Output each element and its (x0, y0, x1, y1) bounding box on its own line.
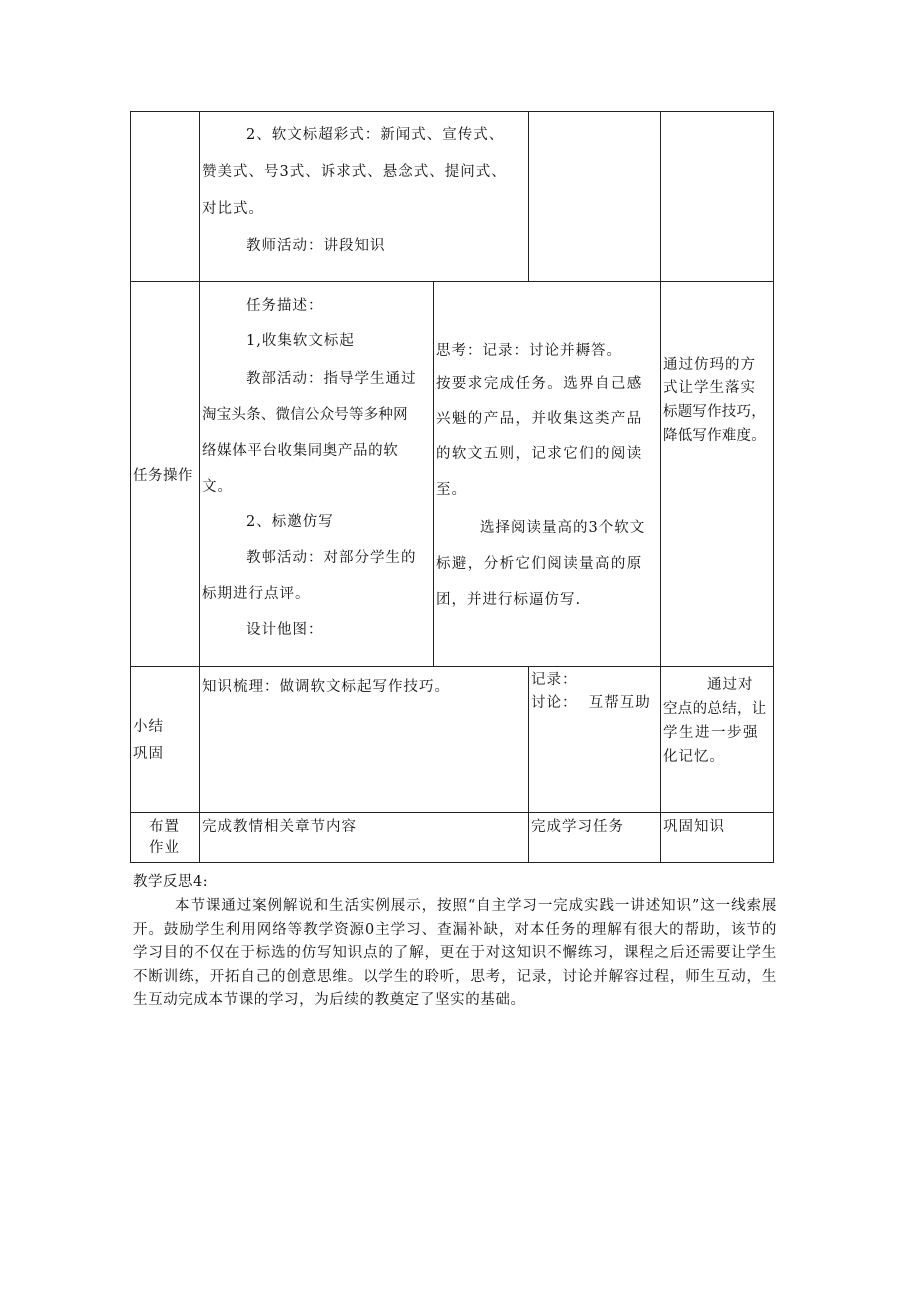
row2-teacher-line-8: 教邨活动：对部分学生的 (246, 550, 417, 566)
row4-label-line-1: 布置 (149, 819, 180, 835)
row2-teacher-line-6: 文。 (202, 479, 233, 495)
row2-teacher-line-2: 1,收集软文标起 (246, 333, 355, 349)
row3-student-line-2: 讨论： 互帮互助 (531, 695, 651, 711)
row2-student-line-6: 选择阅读量高的3个软文 (480, 520, 646, 536)
row2-teacher-line-1: 任务描述： (246, 298, 324, 314)
row2-student-line-2: 按要求完成任务。选界自己感 (436, 376, 643, 392)
row3-intent-line-1: 通过对 (707, 677, 754, 693)
row1-line-2: 赞美式、号3式、诉求式、悬念式、提问式、 (202, 164, 507, 180)
row3-student-line-1: 记录： (531, 672, 578, 688)
row-divider-3 (130, 812, 774, 813)
row1-line-3: 对比式。 (202, 201, 264, 217)
reflection-text: 本节课通过案例解说和生活实例展示，按照“自主学习一完成实践一讲述知识”这一线索展开。鼓励学生利用网络等教学资源0主学习、查漏补缺，对本任务的理解有很大的帮助，该节的学习目的不仅在于标选的仿写知识点的了解，更在于对这知识不懈练习，课程之后还需要让学生不断训练，开拓自己的创意思维。以学生的聆听，思考，记录，讨论并解容过程，师生互动，生生互动完成本节课的学习，为后续的教奠定了坚实的基础。 (133, 898, 777, 1008)
row2-student-line-7: 标避，分析它们阅读量高的原 (436, 556, 643, 572)
row3-intent-line-2: 空点的总结，让 (663, 701, 767, 717)
row2-student-line-8: 团，并进行标逼仿写. (436, 592, 582, 608)
row-divider-1 (130, 281, 774, 282)
row2-teacher-line-9: 标期进行点评。 (202, 586, 311, 602)
row2-student-line-5: 至。 (436, 482, 467, 498)
table-border-right (773, 111, 774, 863)
row2-teacher-line-7: 2、标邀仿写 (246, 514, 334, 530)
column-divider-label (199, 111, 200, 863)
row2-student-line-1: 思考：记录：讨论并耨答。 (436, 343, 622, 359)
table-border-left (130, 111, 131, 863)
table-border-bottom (130, 862, 774, 863)
row4-student: 完成学习任务 (531, 819, 624, 835)
row2-intent-line-2: 式让学生落实 (663, 380, 756, 396)
row4-label-line-2: 作业 (149, 840, 180, 856)
row3-intent-line-4: 化记忆。 (663, 749, 725, 765)
row2-teacher-line-10: 设计他图： (246, 622, 324, 638)
row3-intent-line-3: 学生进一步强 (663, 725, 759, 741)
column-divider-row1-student (528, 111, 529, 282)
row1-line-1: 2、软文标超彩式：新闻式、宣传式、 (246, 127, 505, 143)
reflection-title: 教学反思4: (133, 874, 209, 890)
row2-intent-line-3: 标题写作技巧， (663, 404, 766, 420)
row1-line-4: 教师活动：讲段知识 (246, 238, 386, 254)
row2-teacher-line-5: 络媒体平台收集同奥产品的软 (202, 443, 399, 459)
reflection-paragraph (133, 895, 777, 1013)
row2-intent-line-4: 降低写作难度。 (663, 428, 766, 444)
row2-student-line-4: 的软文五则，记求它们的阅读 (436, 446, 643, 462)
row3-teacher: 知识梳理：做调软文标起写作技巧。 (202, 679, 450, 695)
row2-student-line-3: 兴魁的产品，并收集这类产品 (436, 411, 643, 427)
row2-label: 任务操作 (133, 468, 193, 484)
column-divider-intent (660, 111, 661, 863)
row4-intent: 巩固知识 (663, 819, 725, 835)
row2-teacher-line-3: 教部活动：指导学生通过 (246, 371, 417, 387)
row4-teacher: 完成教情相关章节内容 (202, 819, 357, 835)
table-border-top (130, 111, 774, 112)
row2-teacher-line-4: 淘宝头条、微信公众号等多种网 (202, 407, 408, 423)
row3-label-line-2: 巩固 (133, 746, 164, 762)
column-divider-row34-student (528, 666, 529, 863)
row-divider-2 (130, 666, 774, 667)
column-divider-row2-student (433, 281, 434, 667)
row3-label-line-1: 小结 (133, 719, 164, 735)
row2-intent-line-1: 通过仿玛的方 (663, 357, 756, 373)
